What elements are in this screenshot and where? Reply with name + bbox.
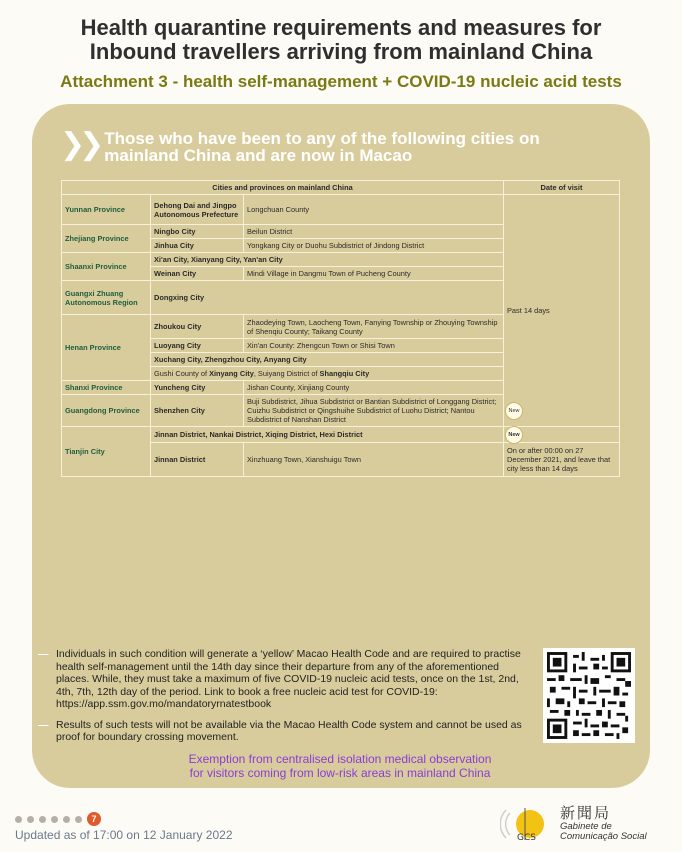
title-line-2: Inbound travellers arriving from mainland China — [89, 39, 593, 64]
page-title — [0, 16, 682, 64]
gcs-logo — [500, 800, 680, 846]
notes-section — [38, 648, 528, 752]
page-dot[interactable] — [39, 816, 46, 823]
province-cell: Guangdong Province — [62, 395, 151, 427]
full-row-cell: Xi'an City, Xianyang City, Yan'an City — [151, 253, 504, 267]
page-dot[interactable] — [63, 816, 70, 823]
city-cell: Zhoukou City — [151, 315, 244, 339]
full-row-cell: Xuchang City, Zhengzhou City, Anyang City — [151, 353, 504, 367]
section-heading-line-1: Those who have been to any of the following cities on — [104, 129, 540, 148]
area-cell: Mindi Village in Dangmu Town of Pucheng County — [244, 267, 504, 281]
city-cell: Ningbo City — [151, 225, 244, 239]
exemption-note — [100, 752, 580, 780]
page-subtitle: Attachment 3 - health self-management + COVID-19 nucleic acid tests — [60, 72, 622, 91]
area-cell — [244, 395, 520, 427]
city-cell: Jinhua City — [151, 239, 244, 253]
area-cell: Yongkang City or Duohu Subdistrict of Jindong District — [244, 239, 504, 253]
logo-portuguese-text — [560, 822, 647, 842]
column-header-cities: Cities and provinces on mainland China — [62, 181, 504, 195]
area-cell: Longchuan County — [244, 195, 504, 225]
title-line-1: Health quarantine requirements and measures for — [80, 15, 602, 40]
province-cell: Guangxi Zhuang Autonomous Region — [62, 281, 151, 315]
city-cell: Dongxing City — [151, 281, 504, 315]
city-cell: Yuncheng City — [151, 381, 244, 395]
section-heading-line-2: mainland China and are now in Macao — [104, 146, 413, 165]
province-cell: Shaanxi Province — [62, 253, 151, 281]
city-cell: Shenzhen City — [151, 395, 244, 427]
logo-chinese-text: 新聞局 — [560, 805, 612, 822]
qr-code[interactable] — [543, 648, 635, 743]
mixed-text: Gushi County of — [154, 369, 210, 378]
double-chevron-icon: ❯❯ — [60, 128, 99, 161]
new-badge: New — [505, 402, 523, 420]
date-cell-tianjin: On or after 00:00 on 27 December 2021, and leave that city less than 14 days — [504, 443, 620, 477]
note-item — [38, 648, 528, 711]
table-row — [62, 427, 620, 443]
province-cell: Zhejiang Province — [62, 225, 151, 253]
note-item — [38, 719, 528, 744]
city-cell: Luoyang City — [151, 339, 244, 353]
exemption-line-2: for visitors coming from low-risk areas in mainland China — [189, 766, 491, 780]
page-indicator — [15, 812, 101, 826]
area-text: Buji Subdistrict, Jihua Subdistrict or Bantian Subdistrict of Longgang District; Cuizhu Subdistrict or Qingshuihe Subdistrict of Luohu District; Nantou Subdistrict of Nanshan District — [247, 397, 497, 424]
area-cell: Beilun District — [244, 225, 504, 239]
province-cell: Yunnan Province — [62, 195, 151, 225]
mixed-text-bold: Xinyang City — [209, 369, 254, 378]
page-dot[interactable] — [51, 816, 58, 823]
updated-timestamp: Updated as of 17:00 on 12 January 2022 — [15, 828, 233, 842]
full-row-text: Jinnan District, Nankai District, Xiqing District, Hexi District — [154, 430, 363, 439]
note-text: Results of such tests will not be available via the Macao Health Code system and cannot be used as proof for boundary crossing movement. — [56, 718, 522, 743]
city-cell: Weinan City — [151, 267, 244, 281]
column-header-date: Date of visit — [504, 181, 620, 195]
logo-mark-text: GCS — [517, 833, 536, 843]
logo-pt-line-2: Comunicação Social — [560, 831, 647, 842]
section-heading — [60, 130, 640, 164]
table-row — [62, 195, 620, 225]
area-cell: Zhaodeying Town, Laocheng Town, Fanying Township or Zhouying Township of Shenqiu County; Taikang County — [244, 315, 504, 339]
area-cell: Xin'an County: Zhengcun Town or Shisi Town — [244, 339, 504, 353]
full-row-cell — [151, 367, 504, 381]
logo-pt-line-1: Gabinete de — [560, 821, 612, 832]
area-cell: Xinzhuang Town, Xianshuigu Town — [244, 443, 504, 477]
dash-bullet: — — [38, 648, 49, 660]
page-dot[interactable] — [75, 816, 82, 823]
full-row-cell — [151, 427, 520, 443]
province-cell: Shanxi Province — [62, 381, 151, 395]
gcs-logo-icon — [500, 800, 556, 846]
page-dot[interactable] — [27, 816, 34, 823]
city-cell: Dehong Dai and Jingpo Autonomous Prefecture — [151, 195, 244, 225]
exemption-line-1: Exemption from centralised isolation medical observation — [188, 752, 492, 766]
cities-table — [61, 180, 620, 477]
page-dot[interactable] — [15, 816, 22, 823]
note-text: Individuals in such condition will generate a ‘yellow’ Macao Health Code and are required to practise health self-management until the 14th day since their departure from any of the aforementioned places. While, they must take a maximum of five COVID-19 nucleic acid tests, once on the 1st, 2nd, 4th, 7th, 12th day of the period. Link to book a free nucleic acid test for COVID-19: https://app.ssm.gov.mo/mandatoryrnatestbook — [56, 648, 521, 710]
new-badge: New — [505, 426, 523, 444]
mixed-text-bold: Shangqiu City — [319, 369, 370, 378]
province-cell: Henan Province — [62, 315, 151, 381]
city-cell: Jinnan District — [151, 443, 244, 477]
date-cell-past-14-days: Past 14 days — [504, 195, 620, 427]
area-cell: Jishan County, Xinjiang County — [244, 381, 504, 395]
province-cell: Tianjin City — [62, 427, 151, 477]
current-page-badge: 7 — [87, 812, 101, 826]
dash-bullet: — — [38, 718, 49, 731]
qr-code-icon — [547, 652, 631, 739]
table-header-row — [62, 181, 620, 195]
mixed-text: , Suiyang District of — [253, 369, 320, 378]
